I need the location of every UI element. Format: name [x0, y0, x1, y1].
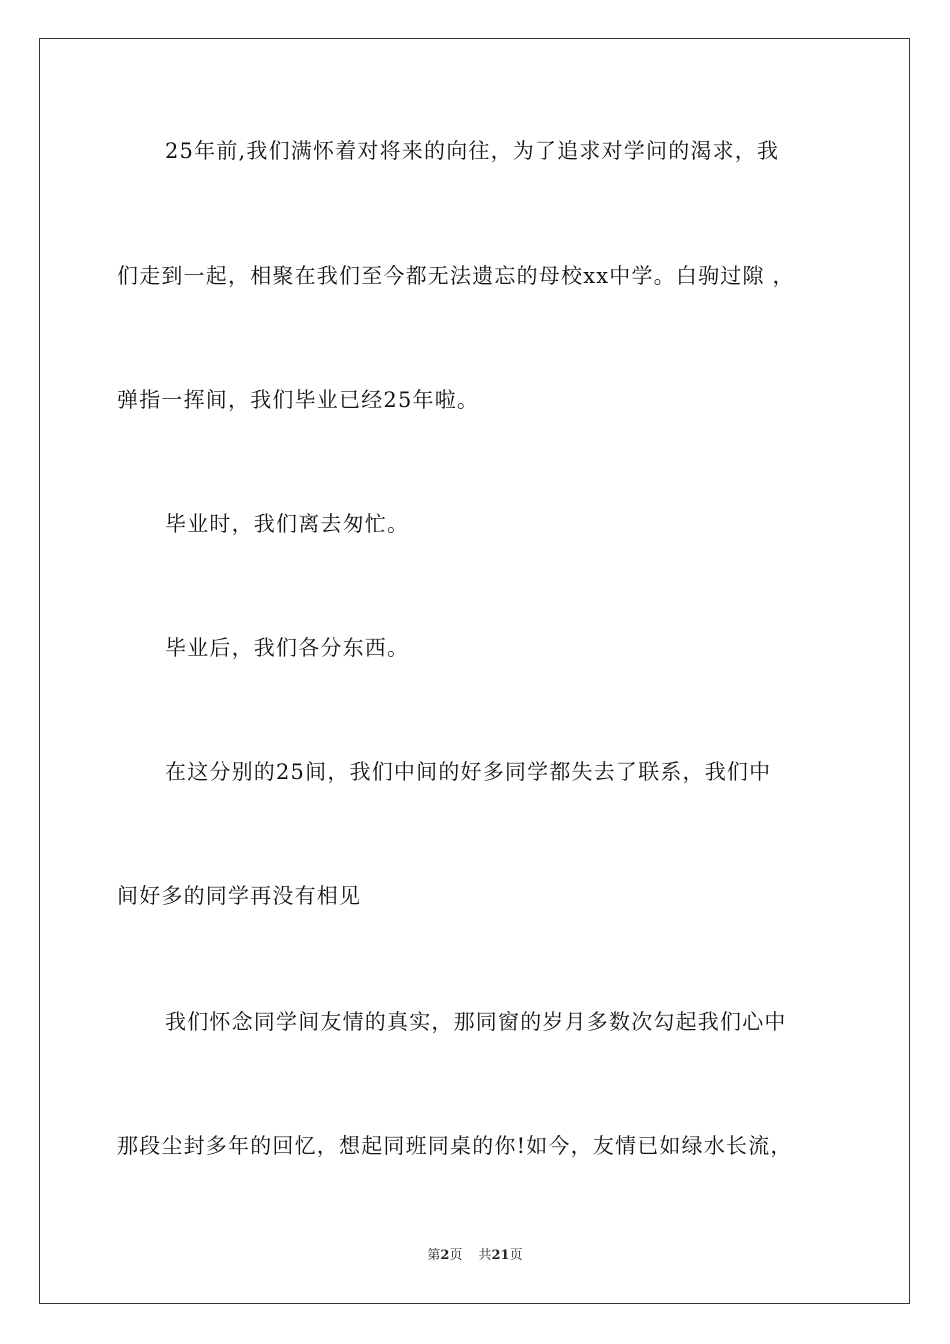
- text-line-2: 们走到一起，相聚在我们至今都无法遗忘的母校xx中学。白驹过隙 ，: [117, 264, 795, 288]
- text-line-9: 那段尘封多年的回忆，想起同班同桌的你!如今，友情已如绿水长流，: [117, 1134, 793, 1158]
- footer-page-number: 2: [440, 1248, 450, 1263]
- footer-page-suffix: 页: [449, 1248, 463, 1263]
- text-line-5: 毕业后，我们各分东西。: [165, 636, 410, 660]
- text-line-3: 弹指一挥间，我们毕业已经25年啦。: [117, 388, 480, 412]
- footer-page-prefix: 第: [427, 1248, 441, 1263]
- text-line-7: 间好多的同学再没有相见: [117, 884, 362, 908]
- text-line-4: 毕业时，我们离去匆忙。: [165, 512, 410, 536]
- footer-total-number: 21: [491, 1248, 510, 1263]
- footer-total-prefix: 共: [478, 1248, 492, 1263]
- page-border: [39, 38, 910, 1304]
- text-line-1: 25年前,我们满怀着对将来的向往，为了追求对学问的渴求，我: [165, 139, 780, 163]
- text-line-8: 我们怀念同学间友情的真实，那同窗的岁月多数次勾起我们心中: [165, 1010, 787, 1034]
- page-footer: [0, 1247, 950, 1265]
- text-line-6: 在这分别的25间，我们中间的好多同学都失去了联系，我们中: [165, 760, 772, 784]
- footer-total-suffix: 页: [509, 1248, 523, 1263]
